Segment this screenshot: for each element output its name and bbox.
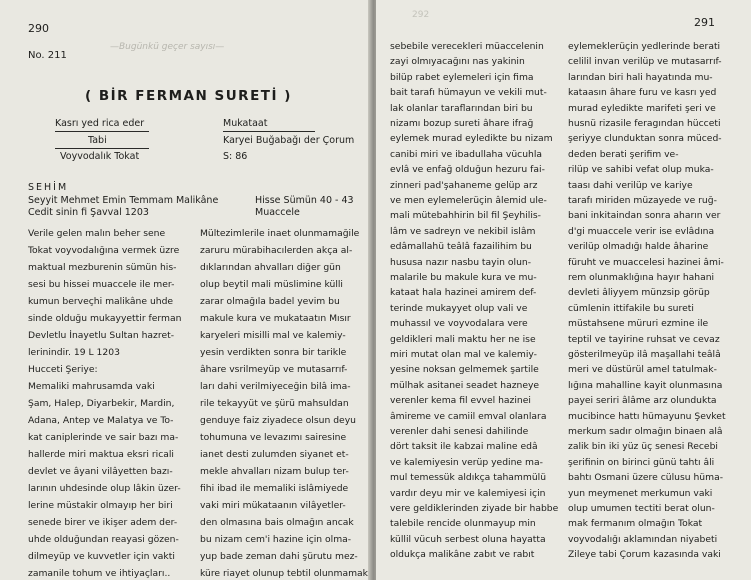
col2-line: yup bade zeman dahi şürutu mez- — [200, 551, 358, 562]
col3-line: malarile bu makule kura ve mu- — [390, 272, 537, 283]
col3-line: lak olanlar taraflarından biri bu — [390, 102, 533, 114]
col4-line: meri ve düstürül amel tatulmak- — [568, 364, 717, 376]
faint-header-left: —Bugünkü geçer sayısı— — [110, 42, 225, 52]
col1-line: lerinindir. 19 L 1203 — [28, 347, 120, 358]
meta-left-label: Kasrı yed rica eder — [55, 118, 145, 129]
col3-line: edâmallahü teâlâ fazailihim bu — [390, 241, 532, 253]
col4-line: bani inkitaindan sonra aharın ver — [568, 210, 721, 222]
col2-line: yesin verdikten sonra bir tarikle — [200, 347, 347, 358]
meta-left-sub: Tabi — [88, 135, 107, 146]
col4-line: müstahsene müruri ezmine ile — [568, 318, 709, 330]
col3-line: verenler dahi senesi dahilinde — [390, 426, 529, 437]
meta-right-value-2: S: 86 — [223, 151, 248, 162]
col4-line: füruht ve muaccelesi hazinei âmi- — [568, 256, 724, 268]
col4-line: olup umumen tectiti berat olun- — [568, 503, 715, 514]
col3-line: talebile rencide olunmayup min — [390, 518, 536, 530]
col1-line: kumun berveçhi malikâne uhde — [28, 296, 174, 307]
col3-line: terinde mukayyet olup vali ve — [390, 302, 528, 314]
col1-line: Hucceti Şeriye: — [28, 364, 98, 375]
col4-line: larından biri hali hayatında mu- — [568, 71, 713, 83]
col4-line: rilüp ve sahibi vefat olup muka- — [568, 164, 714, 176]
faint-header-right: 292 — [412, 10, 430, 20]
col1-line: Adana, Antep ve Malatya ve To- — [28, 415, 174, 426]
col2-line: den olmasına bais olmağın ancak — [200, 517, 354, 528]
sehim-left-line-2: Cedit sinin fi Şavval 1203 — [28, 207, 149, 218]
col3-line: lâm ve sadreyn ve nekibil islâm — [390, 225, 536, 237]
col2-line: vaki miri mükataanın vilâyetler- — [200, 500, 346, 511]
col3-line: dört taksit ile kabzai maline edâ — [390, 441, 538, 453]
col3-line: mali mütebahhirin bil fil Şeyhilis- — [390, 210, 541, 222]
col3-line: mul temessük aldıkça tahammülü — [390, 472, 547, 484]
col4-line: şerifinin on birinci günü tahtı âli — [568, 456, 715, 468]
col1-line: sinde olduğu mukayyettir ferman — [28, 313, 182, 324]
col1-line: Tokat voyvodalığına vermek üzre — [28, 245, 180, 256]
col2-line: küre riayet olunup tebtil olunmamak — [200, 568, 368, 579]
col4-line: Zileye tabi Çorum kazasında vaki — [568, 549, 721, 561]
col1-line: Verile gelen malın beher sene — [28, 228, 166, 239]
col2-line: fihi ibad ile memaliki islâmiyede — [200, 483, 349, 494]
col3-line: yesine noksan gelmemek şartile — [390, 364, 539, 376]
col2-line: âhare vsrilmeyüp ve mutasarrıf- — [200, 364, 348, 375]
col4-line: deden berati şerifim ve- — [568, 148, 679, 160]
col3-line: oldukça malikâne zabıt ve rabıt — [390, 549, 535, 561]
col4-line: tarafı miriden müzayede ve ruğ- — [568, 195, 717, 206]
col3-line: ve kalemiyesin verüp yedine ma- — [390, 456, 543, 468]
col2-line: olup beytil mali müslimine külli — [200, 279, 343, 290]
col1-line: maktual mezburenin sümün his- — [28, 262, 177, 273]
col3-line: âmireme ve camiil emval olanlara — [390, 410, 547, 422]
col1-line: uhde olduğundan reayasi gözen- — [28, 534, 179, 545]
col1-line: lerine müstakir olmayıp her biri — [28, 500, 173, 511]
col3-line: zinneri pad'şahaneme gelüp arz — [390, 179, 538, 191]
col3-line: küllil vücuh serbest oluna hayatta — [390, 533, 546, 545]
meta-right-value-1: Karyei Buğabağı der Çorum — [223, 135, 355, 146]
col2-line: mekle ahvalları nizam bulup ter- — [200, 466, 349, 477]
col4-line: cümlenin ittifakile bu sureti — [568, 302, 694, 314]
col4-line: gösterilmeyüp ilâ maşallahi teâlâ — [568, 349, 721, 360]
meta-left-rule — [55, 131, 149, 132]
col1-line: kat canipleri̇nde ve sair bazı ma- — [28, 432, 179, 443]
col2-line: makule kura ve mukataatın Mısır — [200, 313, 351, 324]
col3-line: hususa nazır nasbu tayin olun- — [390, 256, 532, 268]
col3-line: bait tarafı hümayun ve vekili mut- — [390, 87, 547, 99]
col3-line: evlâ ve enfağ olduğun hezuru fai- — [390, 164, 545, 176]
col3-line: ve men eylemelerüçin âlemid ule- — [390, 195, 547, 206]
sehim-heading: SEHİM — [28, 182, 69, 193]
col4-line: devleti âliyyem münzsip görüp — [568, 287, 710, 299]
meta-right-rule — [223, 131, 315, 132]
col2-line: ianet desti zulumden siyanet et- — [200, 449, 349, 460]
col3-line: kataat hala hazinei amirem def- — [390, 287, 537, 299]
col4-line: lığına mahalline kayit olunmasına — [568, 379, 723, 391]
document-number: No. 211 — [28, 50, 67, 61]
col4-line: rem olunmaklığına hayır hahani — [568, 272, 715, 283]
col4-line: murad eyledikte marifeti şeri ve — [568, 102, 716, 114]
col4-line: merkum sadır olmağın binaen alâ — [568, 426, 723, 437]
col2-line: genduye faiz ziyadece olsun deyu — [200, 415, 356, 426]
col2-line: rile tekayyüt ve şürü mahsuldan — [200, 398, 349, 409]
col2-line: karyeleri misilli mal ve kalemiy- — [200, 330, 346, 341]
col3-line: miri mutat olan mal ve kalemiy- — [390, 349, 537, 360]
col2-line: zaruru mürabihacılerden akça al- — [200, 245, 353, 256]
col2-line: Mültezimlerile inaet olunmamağile — [200, 228, 360, 239]
col1-line: larının uhdesinde olup lâkin üzer- — [28, 483, 181, 494]
col1-line: Devletlu İnayetlu Sultan hazret- — [28, 330, 175, 341]
col1-line: zamanile tohum ve ihtiyaçları.. — [28, 568, 171, 579]
col4-line: kataasın âhare furu ve kasrı yed — [568, 87, 717, 99]
col3-line: bilüp rabet eylemeleri için fima — [390, 71, 534, 83]
col1-line: senede birer ve ikişer adem der- — [28, 517, 178, 528]
col1-line: sesi bu hissei muaccele ile mer- — [28, 279, 175, 290]
meta-left-rule-2 — [55, 148, 149, 149]
col3-line: eylemek murad eyledikte bu nizam — [390, 133, 553, 145]
meta-left-value: Voyvodalık Tokat — [60, 151, 140, 162]
sehim-right-line-1: Hisse Sümün 40 - 43 — [255, 195, 354, 206]
col1-line: devlet ve âyani vilâyetten bazı- — [28, 466, 173, 477]
col1-line: Memaliki mahrusamda vaki — [28, 381, 155, 392]
col3-line: sebebile verecekleri müaccelenin — [390, 41, 544, 52]
col3-line: nizamı bozup sureti âhare ifrağ — [390, 118, 534, 129]
col3-line: muhassıl ve voyvodalara vere — [390, 318, 528, 330]
col3-line: zayi olmıyacağını nas yakinin — [390, 56, 525, 68]
sehim-right-line-2: Muaccele — [255, 207, 300, 218]
col3-line: vardır deyu mir ve kalemiyesi için — [390, 487, 546, 499]
sehim-left-line-1: Seyyit Mehmet Emin Temmam Malikâne — [28, 195, 219, 206]
right-page-number: 291 — [694, 16, 715, 29]
col4-line: verilüp olmadığı halde âharine — [568, 241, 709, 253]
col4-line: d'gi muaccele verir ise evlâdına — [568, 225, 715, 237]
col3-line: verenler kema fil evvel hazinei — [390, 395, 531, 407]
col4-line: mak fermanım olmağın Tokat — [568, 518, 703, 530]
col2-line: tohumuna ve levazımı sairesine — [200, 432, 347, 443]
col2-line: bu nizam cem'i hazine için olma- — [200, 534, 352, 545]
col4-line: bahtı Osmani üzere cülusu hüma- — [568, 472, 724, 484]
col4-line: yun meymenet merkumun vaki — [568, 487, 713, 499]
left-page — [0, 0, 372, 580]
col2-line: dıklarından ahvalları diğer gün — [200, 262, 341, 273]
col4-line: payei seriri âlâme arz olundukta — [568, 395, 717, 407]
col4-line: husnü rizasile feragından hücceti — [568, 118, 721, 129]
col4-line: taası dahi verilüp ve kariye — [568, 179, 693, 191]
col1-line: Şam, Halep, Diyarbekir, Mardin, — [28, 398, 175, 409]
col4-line: celilil invan verilüp ve mutasarrıf- — [568, 56, 722, 68]
col1-line: dilmeyüp ve kuvvetler için vakti — [28, 551, 175, 562]
col3-line: vere geldiklerinden ziyade bir habbe — [390, 503, 559, 514]
meta-right-label: Mukataat — [223, 118, 268, 129]
col4-line: teptil ve tayirine ruhsat ve cevaz — [568, 333, 720, 345]
col4-line: voyvodalığı aklamından niyabeti — [568, 533, 718, 545]
col4-line: mucibince hattı hümayunu Şevket — [568, 410, 726, 422]
col1-line: hallerde miri maktua eksri ricali — [28, 449, 174, 460]
ferman-title: ( BİR FERMAN SURETİ ) — [85, 88, 292, 104]
col2-line: ları dahi verilmiyeceğin bilâ ima- — [200, 381, 351, 392]
col3-line: mülhak asitanei seadet hazneye — [390, 379, 540, 391]
col3-line: canibi miri ve ibadullaha vücuhla — [390, 148, 543, 160]
col4-line: eylemeklerüçin yedlerinde berati — [568, 41, 721, 52]
col2-line: zarar olmağıla badel yevim bu — [200, 296, 340, 307]
right-page — [376, 0, 751, 580]
left-page-number: 290 — [28, 22, 49, 35]
col4-line: zalik bin iki yüz üç senesi Recebi — [568, 441, 718, 453]
col3-line: geldikleri mali maktu her ne ise — [390, 333, 536, 345]
col4-line: şeriyye clunduktan sonra müced- — [568, 133, 722, 145]
